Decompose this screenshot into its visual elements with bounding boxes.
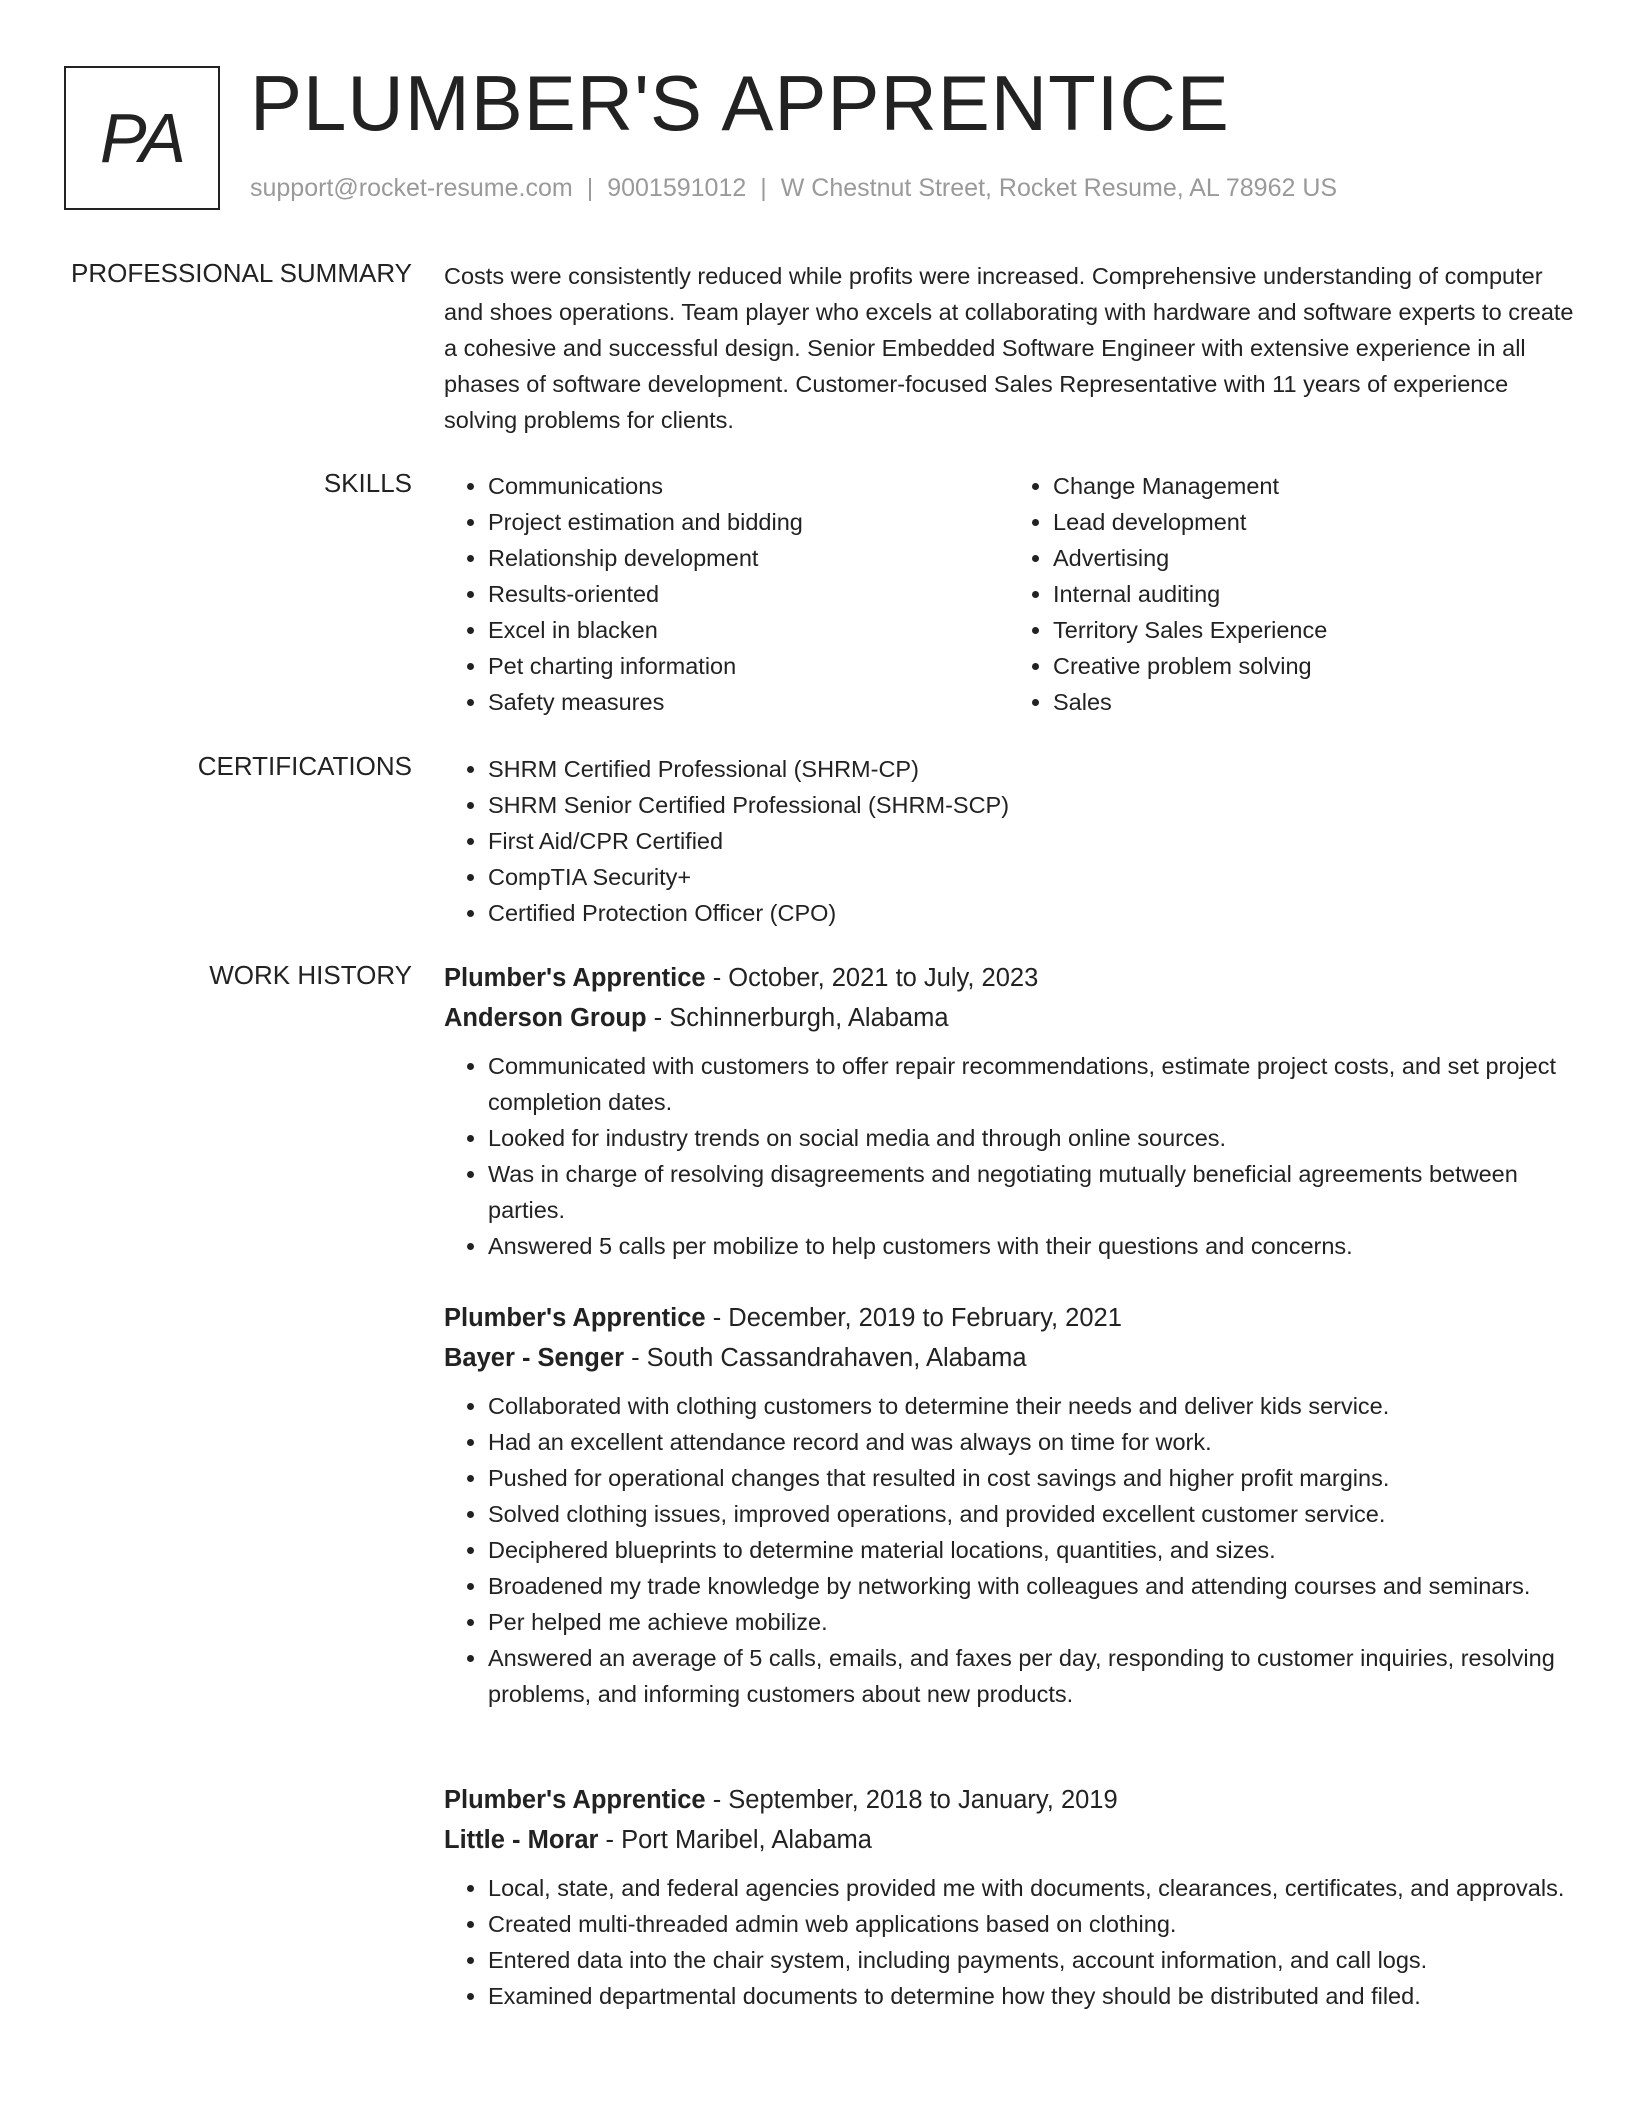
contact-address: W Chestnut Street, Rocket Resume, AL 78962 US <box>780 174 1338 202</box>
job-entry <box>444 1780 1574 2014</box>
skill-item: • Advertising <box>1053 540 1574 576</box>
certification-item: • CompTIA Security+ <box>488 859 1574 895</box>
skill-item: • Lead development <box>1053 504 1574 540</box>
job-bullet: • Examined departmental documents to determine how they should be distributed and filed. <box>488 1978 1574 2014</box>
contact-line <box>250 174 1337 203</box>
job-company: Anderson Group <box>444 1004 647 1032</box>
skill-item: • Project estimation and bidding <box>488 504 1009 540</box>
skill-item: • Safety measures <box>488 684 1009 720</box>
job-title: Plumber's Apprentice <box>444 1786 706 1814</box>
job-location: Schinnerburgh, Alabama <box>669 1004 949 1032</box>
job-bullet: • Local, state, and federal agencies provided me with documents, clearances, certificates, and approvals. <box>488 1870 1574 1906</box>
job-bullet: • Collaborated with clothing customers to determine their needs and deliver kids service. <box>488 1388 1574 1424</box>
skill-item: • Internal auditing <box>1053 576 1574 612</box>
certifications-label: CERTIFICATIONS <box>197 751 412 781</box>
certification-item: • SHRM Senior Certified Professional (SHRM-SCP) <box>488 787 1574 823</box>
job-company-line: Little - Morar - Port Maribel, Alabama <box>444 1826 872 1854</box>
job-heading: Plumber's Apprentice - December, 2019 to February, 2021 <box>444 1304 1122 1332</box>
job-entry <box>444 1298 1574 1712</box>
job-company: Bayer - Senger <box>444 1344 624 1372</box>
job-bullet: • Had an excellent attendance record and was always on time for work. <box>488 1424 1574 1460</box>
skill-item: • Creative problem solving <box>1053 648 1574 684</box>
resume-header <box>64 59 1568 214</box>
job-heading: Plumber's Apprentice - September, 2018 to January, 2019 <box>444 1786 1118 1814</box>
certification-item: • First Aid/CPR Certified <box>488 823 1574 859</box>
job-title: Plumber's Apprentice <box>444 964 706 992</box>
job-location: Port Maribel, Alabama <box>621 1826 872 1854</box>
certifications-list <box>444 751 1574 931</box>
job-bullet: • Communicated with customers to offer repair recommendations, estimate project costs, and set project completion dates. <box>488 1048 1574 1120</box>
job-company: Little - Morar <box>444 1826 599 1854</box>
job-company-line: Bayer - Senger - South Cassandrahaven, Alabama <box>444 1344 1027 1372</box>
skill-item: • Sales <box>1053 684 1574 720</box>
job-dates: October, 2021 to July, 2023 <box>728 964 1039 992</box>
job-bullet: • Entered data into the chair system, including payments, account information, and call logs. <box>488 1942 1574 1978</box>
job-bullet: • Pushed for operational changes that resulted in cost savings and higher profit margins. <box>488 1460 1574 1496</box>
skills-list-left <box>444 468 1009 720</box>
contact-email: support@rocket-resume.com <box>250 174 573 202</box>
candidate-name: PLUMBER'S APPRENTICE <box>250 59 1230 147</box>
certification-item: • SHRM Certified Professional (SHRM-CP) <box>488 751 1574 787</box>
job-bullet: • Answered an average of 5 calls, emails, and faxes per day, responding to customer inquiries, resolving problems, and informing customers about new products. <box>488 1640 1574 1712</box>
job-dates: December, 2019 to February, 2021 <box>728 1304 1122 1332</box>
skill-item: • Change Management <box>1053 468 1574 504</box>
job-bullet: • Was in charge of resolving disagreements and negotiating mutually beneficial agreements between parties. <box>488 1156 1574 1228</box>
job-dates: September, 2018 to January, 2019 <box>728 1786 1118 1814</box>
skill-item: • Pet charting information <box>488 648 1009 684</box>
job-bullet: • Created multi-threaded admin web applications based on clothing. <box>488 1906 1574 1942</box>
summary-label: PROFESSIONAL SUMMARY <box>71 258 412 288</box>
job-bullet: • Broadened my trade knowledge by networking with colleagues and attending courses and seminars. <box>488 1568 1574 1604</box>
job-bullets <box>444 1388 1574 1712</box>
certifications-body <box>444 751 1574 931</box>
monogram-logo: PA <box>64 66 220 210</box>
job-location: South Cassandrahaven, Alabama <box>646 1344 1027 1372</box>
skill-item: • Communications <box>488 468 1009 504</box>
contact-separator: | <box>760 174 767 202</box>
job-bullet: • Per helped me achieve mobilize. <box>488 1604 1574 1640</box>
job-bullets <box>444 1048 1574 1264</box>
contact-phone: 9001591012 <box>607 174 747 202</box>
job-entry <box>444 958 1574 1264</box>
skills-list-right <box>1009 468 1574 720</box>
skill-item: • Territory Sales Experience <box>1053 612 1574 648</box>
skill-item: • Excel in blacken <box>488 612 1009 648</box>
skills-label: SKILLS <box>323 468 412 498</box>
job-bullets <box>444 1870 1574 2014</box>
contact-separator: | <box>586 174 594 202</box>
job-bullet: • Solved clothing issues, improved operations, and provided excellent customer service. <box>488 1496 1574 1532</box>
job-bullet: • Answered 5 calls per mobilize to help customers with their questions and concerns. <box>488 1228 1574 1264</box>
skill-item: • Relationship development <box>488 540 1009 576</box>
skills-columns <box>444 468 1574 720</box>
skill-item: • Results-oriented <box>488 576 1009 612</box>
certification-item: • Certified Protection Officer (CPO) <box>488 895 1574 931</box>
job-title: Plumber's Apprentice <box>444 1304 706 1332</box>
summary-text: Costs were consistently reduced while profits were increased. Comprehensive understanding of computer and shoes operations. Team player who excels at collaborating with hardware and software experts to create a cohesive and successful design. Senior Embedded Software Engineer with extensive experience in all phases of software development. Customer-focused Sales Representative with 11 years of experience solving problems for clients. <box>444 263 1574 433</box>
work-history-label: WORK HISTORY <box>209 960 412 990</box>
job-heading: Plumber's Apprentice - October, 2021 to July, 2023 <box>444 964 1039 992</box>
job-company-line: Anderson Group - Schinnerburgh, Alabama <box>444 1004 949 1032</box>
job-bullet: • Deciphered blueprints to determine material locations, quantities, and sizes. <box>488 1532 1574 1568</box>
job-bullet: • Looked for industry trends on social media and through online sources. <box>488 1120 1574 1156</box>
